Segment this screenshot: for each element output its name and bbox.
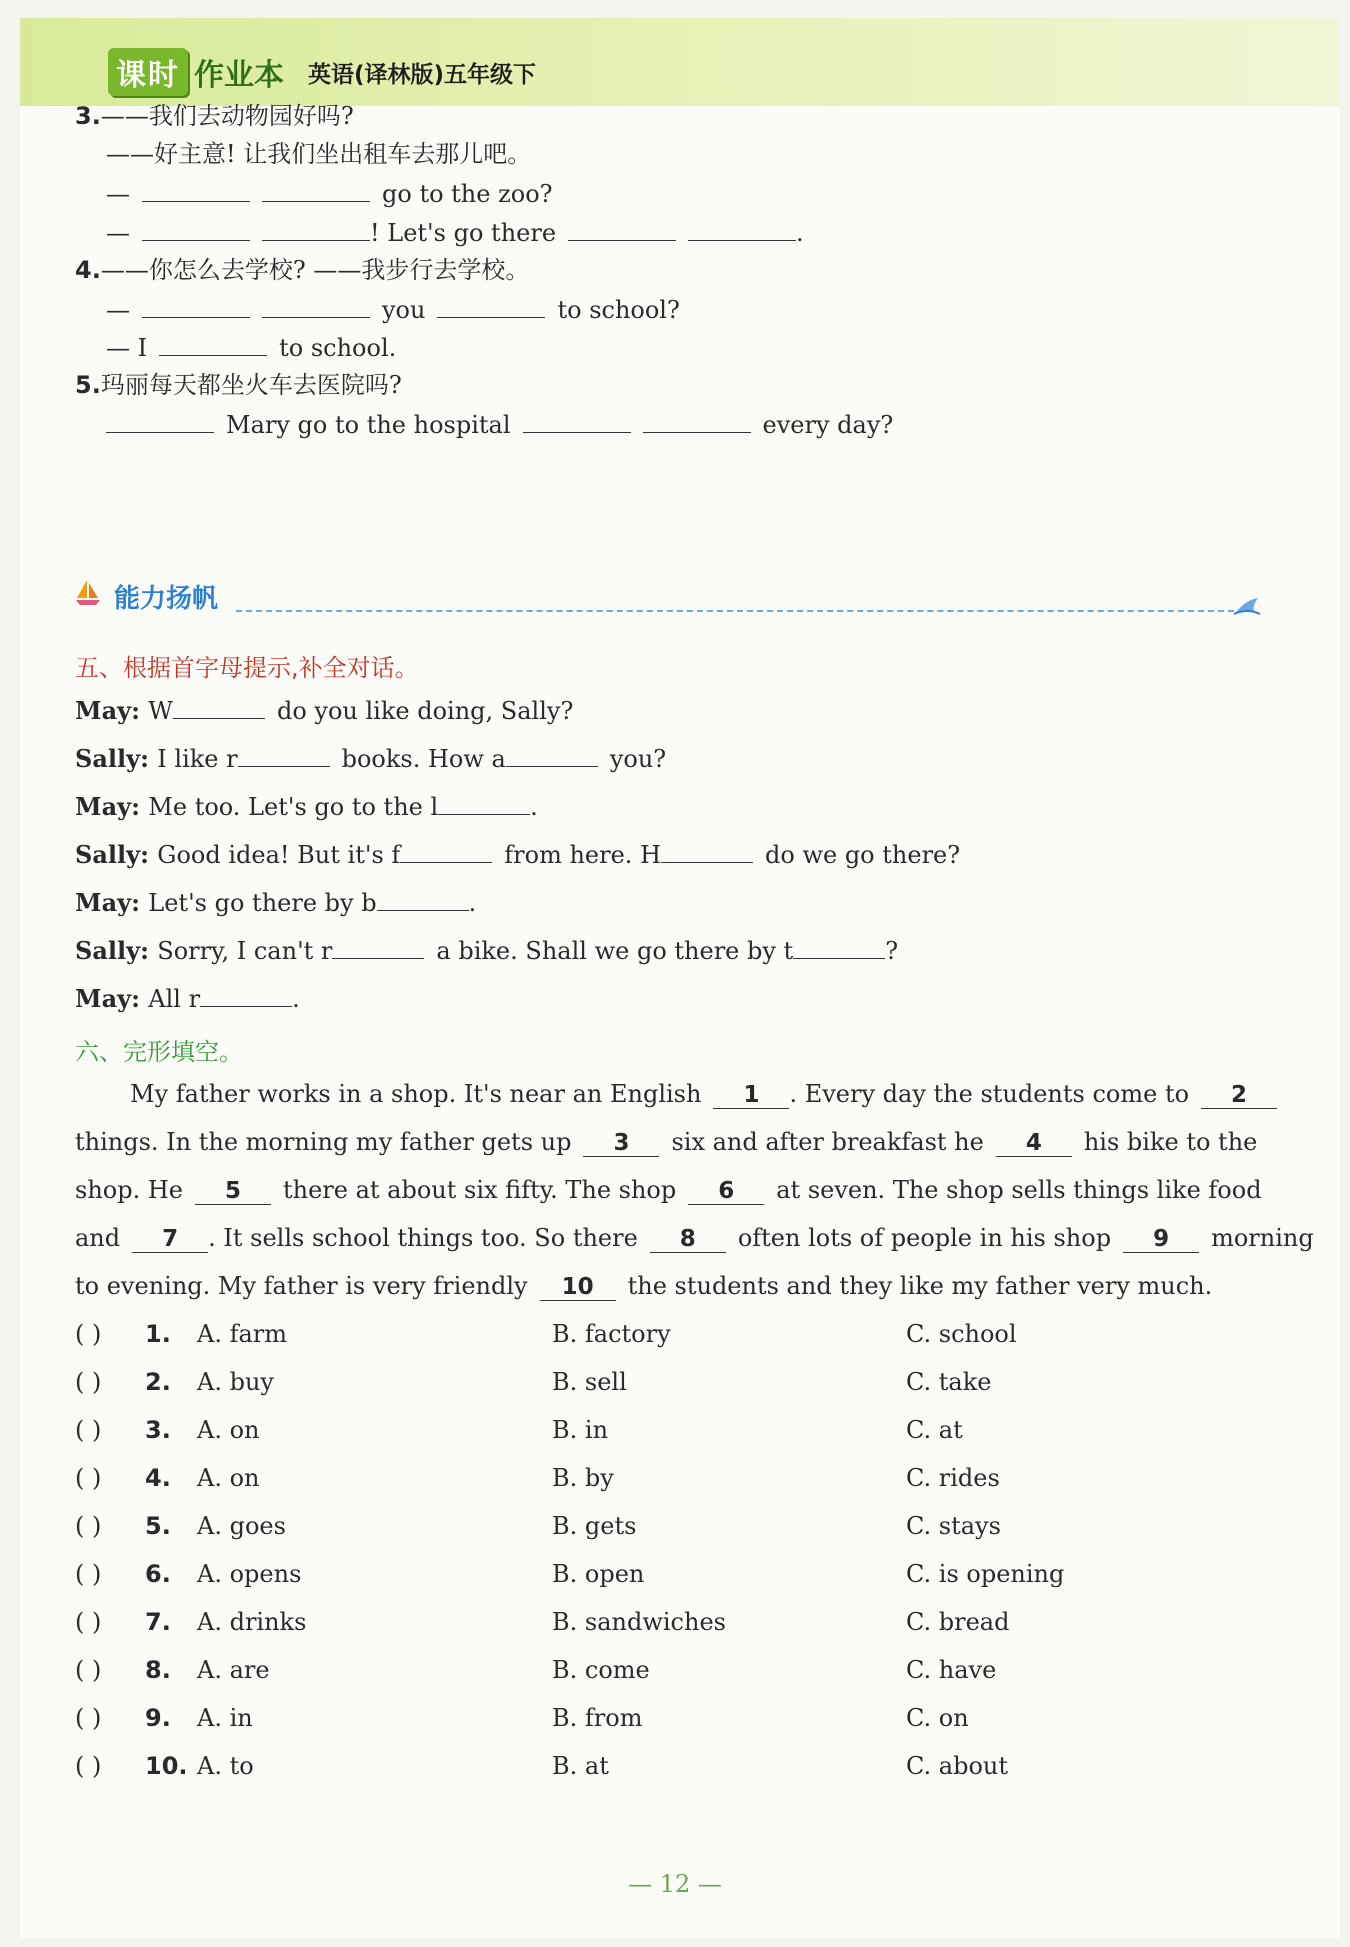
answer-blank[interactable] xyxy=(506,746,598,767)
option-b[interactable]: B. come xyxy=(552,1656,650,1684)
answer-blank[interactable] xyxy=(159,335,267,356)
workbook-brand xyxy=(108,48,536,96)
answer-blank[interactable] xyxy=(262,297,370,318)
option-b[interactable]: B. in xyxy=(552,1416,609,1444)
option-row: ( ) 3. A. on B. in C. at xyxy=(75,1416,963,1444)
answer-blank[interactable] xyxy=(238,746,330,767)
option-row: ( ) 1. A. farm B. factory C. school xyxy=(75,1320,1017,1348)
answer-blank[interactable] xyxy=(793,938,885,959)
answer-blank[interactable] xyxy=(568,220,676,241)
option-row: ( ) 9. A. in B. from C. on xyxy=(75,1704,969,1732)
answer-blank[interactable] xyxy=(142,297,250,318)
option-row: ( ) 10. A. to B. at C. about xyxy=(75,1752,1008,1780)
section-title: 能力扬帆 xyxy=(114,584,219,614)
part5-heading: 五、根据首字母提示,补全对话。 xyxy=(75,654,419,682)
dialogue-line: Sally: Good idea! But it's f from here. H do we go there? xyxy=(75,840,961,869)
option-b[interactable]: B. gets xyxy=(552,1512,637,1540)
cloze-blank[interactable]: 2 xyxy=(1201,1082,1277,1109)
option-a[interactable]: A. goes xyxy=(197,1512,286,1540)
passage-line: My father works in a shop. It's near an English 1 . Every day the students come to 2 xyxy=(130,1080,1265,1109)
part6-heading: 六、完形填空。 xyxy=(75,1038,243,1066)
answer-blank[interactable] xyxy=(688,220,796,241)
option-a[interactable]: A. to xyxy=(197,1752,254,1780)
option-c[interactable]: C. is opening xyxy=(906,1560,1065,1588)
option-a[interactable]: A. drinks xyxy=(197,1608,307,1636)
option-c[interactable]: C. have xyxy=(906,1656,997,1684)
book-subtitle: 英语(译林版)五年级下 xyxy=(308,61,537,88)
option-row: ( ) 7. A. drinks B. sandwiches C. bread xyxy=(75,1608,1010,1636)
option-row: ( ) 8. A. are B. come C. have xyxy=(75,1656,997,1684)
q3-chinese-1: 3.——我们去动物园好吗? xyxy=(75,102,354,130)
dialogue-line: Sally: I like r books. How a you? xyxy=(75,744,667,773)
q5-chinese: 5.玛丽每天都坐火车去医院吗? xyxy=(75,371,402,399)
option-b[interactable]: B. from xyxy=(552,1704,643,1732)
dialogue-line: May: W do you like doing, Sally? xyxy=(75,696,574,725)
cloze-blank[interactable]: 6 xyxy=(688,1178,764,1205)
answer-blank[interactable] xyxy=(661,842,753,863)
answer-bracket[interactable]: ( ) xyxy=(75,1320,102,1348)
section-divider xyxy=(236,610,1254,612)
option-row: ( ) 2. A. buy B. sell C. take xyxy=(75,1368,992,1396)
cloze-blank[interactable]: 4 xyxy=(996,1130,1072,1157)
answer-bracket[interactable]: ( ) xyxy=(75,1752,102,1780)
answer-bracket[interactable]: ( ) xyxy=(75,1608,102,1636)
option-a[interactable]: A. farm xyxy=(197,1320,288,1348)
wave-sail-icon xyxy=(1232,594,1262,616)
option-c[interactable]: C. rides xyxy=(906,1464,1000,1492)
option-row: ( ) 4. A. on B. by C. rides xyxy=(75,1464,1000,1492)
passage-line: to evening. My father is very friendly 10 the students and they like my father very much. xyxy=(75,1272,1213,1300)
option-row: ( ) 6. A. opens B. open C. is opening xyxy=(75,1560,1065,1588)
q4-chinese: 4.——你怎么去学校? ——我步行去学校。 xyxy=(75,256,530,284)
q3-chinese-2: ——好主意! 让我们坐出租车去那儿吧。 xyxy=(106,140,532,168)
option-b[interactable]: B. factory xyxy=(552,1320,671,1348)
dialogue-line: May: Let's go there by b . xyxy=(75,888,477,917)
answer-blank[interactable] xyxy=(262,181,370,202)
passage-line: and 7 . It sells school things too. So there 8 often lots of people in his shop 9 morning xyxy=(75,1224,1314,1252)
option-c[interactable]: C. about xyxy=(906,1752,1008,1780)
dialogue-line: May: Me too. Let's go to the l . xyxy=(75,792,538,821)
brand-logo: 课时 xyxy=(108,48,188,96)
option-a[interactable]: A. on xyxy=(197,1464,260,1492)
option-c[interactable]: C. on xyxy=(906,1704,969,1732)
cloze-blank[interactable]: 8 xyxy=(650,1226,726,1253)
answer-blank[interactable] xyxy=(262,220,370,241)
option-b[interactable]: B. sandwiches xyxy=(552,1608,726,1636)
q4-english-1: — you to school? xyxy=(106,296,680,324)
option-c[interactable]: C. take xyxy=(906,1368,992,1396)
passage-line: things. In the morning my father gets up 3 six and after breakfast he 4 his bike to the xyxy=(75,1128,1258,1156)
option-a[interactable]: A. in xyxy=(197,1704,253,1732)
option-a[interactable]: A. on xyxy=(197,1416,260,1444)
answer-blank[interactable] xyxy=(106,412,214,433)
q3-english-1: — go to the zoo? xyxy=(106,180,553,208)
passage-line: shop. He 5 there at about six fifty. The shop 6 at seven. The shop sells things like food xyxy=(75,1176,1262,1204)
cloze-blank[interactable]: 1 xyxy=(713,1082,789,1109)
dialogue-line: Sally: Sorry, I can't r a bike. Shall we go there by t ? xyxy=(75,936,899,965)
option-b[interactable]: B. by xyxy=(552,1464,614,1492)
option-b[interactable]: B. open xyxy=(552,1560,645,1588)
q4-english-2: — I to school. xyxy=(106,334,397,362)
option-b[interactable]: B. at xyxy=(552,1752,609,1780)
cloze-blank[interactable]: 3 xyxy=(583,1130,659,1157)
sailboat-icon xyxy=(74,578,102,606)
answer-bracket[interactable]: ( ) xyxy=(75,1704,102,1732)
cloze-blank[interactable]: 9 xyxy=(1123,1226,1199,1253)
brand-title: 作业本 xyxy=(194,58,284,93)
answer-blank[interactable] xyxy=(438,794,530,815)
answer-bracket[interactable]: ( ) xyxy=(75,1464,102,1492)
option-row: ( ) 5. A. goes B. gets C. stays xyxy=(75,1512,1001,1540)
answer-bracket[interactable]: ( ) xyxy=(75,1656,102,1684)
page-number: — 12 — xyxy=(628,1870,722,1898)
answer-blank[interactable] xyxy=(142,181,250,202)
answer-blank[interactable] xyxy=(173,698,265,719)
cloze-blank[interactable]: 10 xyxy=(540,1274,616,1301)
cloze-blank[interactable]: 7 xyxy=(132,1226,208,1253)
option-c[interactable]: C. school xyxy=(906,1320,1017,1348)
cloze-blank[interactable]: 5 xyxy=(195,1178,271,1205)
answer-bracket[interactable]: ( ) xyxy=(75,1560,102,1588)
answer-blank[interactable] xyxy=(523,412,631,433)
answer-blank[interactable] xyxy=(142,220,250,241)
q3-english-2: — ! Let's go there . xyxy=(106,219,804,247)
answer-blank[interactable] xyxy=(200,986,292,1007)
q5-english: Mary go to the hospital every day? xyxy=(106,412,893,437)
option-b[interactable]: B. sell xyxy=(552,1368,627,1396)
answer-blank[interactable] xyxy=(332,938,424,959)
answer-blank[interactable] xyxy=(400,842,492,863)
answer-blank[interactable] xyxy=(377,890,469,911)
dialogue-line: May: All r . xyxy=(75,984,300,1013)
answer-bracket[interactable]: ( ) xyxy=(75,1512,102,1540)
option-a[interactable]: A. buy xyxy=(197,1368,274,1396)
option-c[interactable]: C. at xyxy=(906,1416,963,1444)
option-c[interactable]: C. stays xyxy=(906,1512,1001,1540)
answer-bracket[interactable]: ( ) xyxy=(75,1368,102,1396)
answer-blank[interactable] xyxy=(437,297,545,318)
option-a[interactable]: A. opens xyxy=(197,1560,302,1588)
answer-blank[interactable] xyxy=(643,412,751,433)
option-a[interactable]: A. are xyxy=(197,1656,270,1684)
option-c[interactable]: C. bread xyxy=(906,1608,1010,1636)
answer-bracket[interactable]: ( ) xyxy=(75,1416,102,1444)
